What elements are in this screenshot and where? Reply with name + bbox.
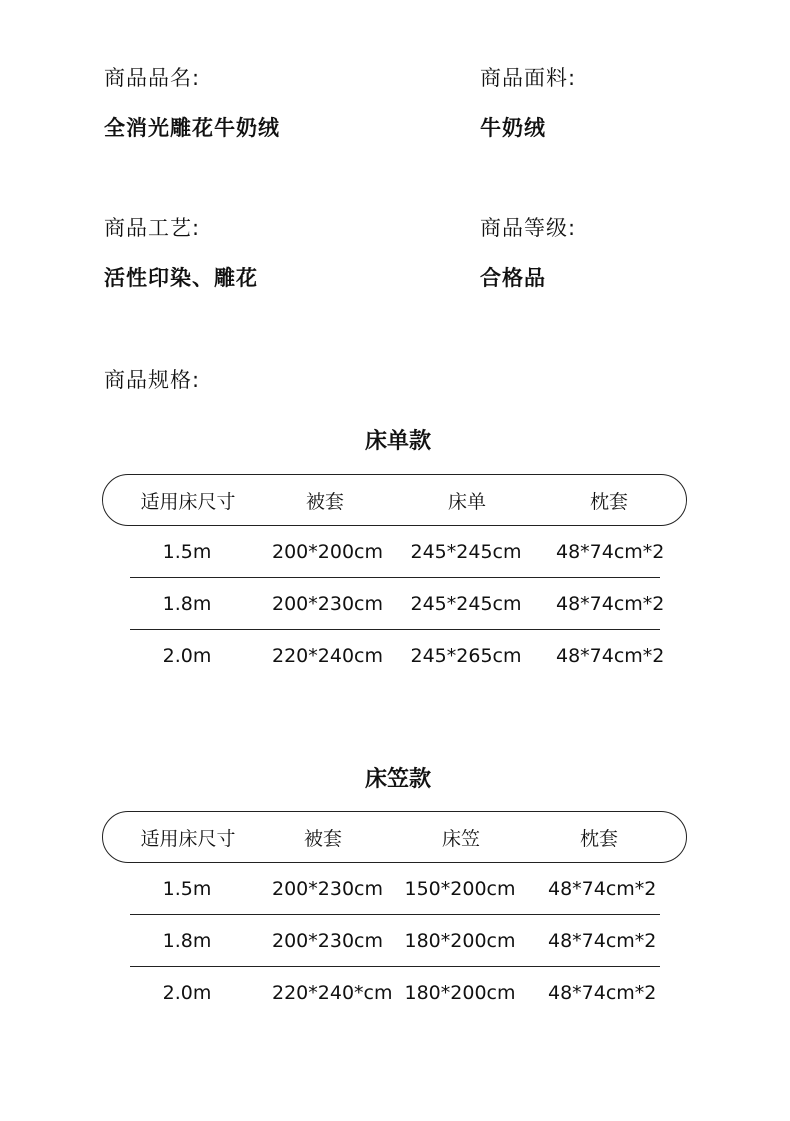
- cell-bed-size: 1.8m: [162, 929, 212, 952]
- cell-duvet-cover: 200*200cm: [272, 540, 383, 563]
- cell-bed-size: 2.0m: [162, 982, 212, 1004]
- cell-bed-size: 2.0m: [162, 645, 212, 667]
- cell-pillowcase: 48*74cm*2: [556, 645, 665, 667]
- fitted-table-header: [102, 811, 687, 863]
- grade-label: 商品等级:: [480, 216, 577, 240]
- product-name-label: 商品品名:: [104, 66, 201, 90]
- header-pillowcase: 枕套: [579, 827, 618, 850]
- header-bed-size: 适用床尺寸: [140, 490, 236, 513]
- cell-fitted-sheet: 150*200cm: [404, 877, 516, 900]
- grade-value: 合格品: [480, 266, 546, 290]
- cell-fitted-sheet: 180*200cm: [404, 982, 516, 1004]
- spec-block: [104, 364, 200, 394]
- cell-pillowcase: 48*74cm*2: [548, 877, 657, 900]
- cell-bed-size: 1.8m: [162, 592, 212, 615]
- sheet-table-title: 床单款: [364, 429, 431, 454]
- product-name-block: [104, 62, 280, 142]
- cell-duvet-cover: 200*230cm: [272, 592, 383, 615]
- fabric-value: 牛奶绒: [480, 116, 546, 140]
- header-pillowcase: 枕套: [589, 490, 628, 513]
- craft-value: 活性印染、雕花: [104, 266, 258, 290]
- cell-pillowcase: 48*74cm*2: [548, 982, 657, 1004]
- fabric-block: [480, 62, 576, 142]
- cell-sheet: 245*245cm: [410, 592, 522, 615]
- header-duvet-cover: 被套: [303, 827, 342, 850]
- cell-pillowcase: 48*74cm*2: [556, 540, 665, 563]
- header-duvet-cover: 被套: [305, 490, 344, 513]
- cell-sheet: 245*245cm: [410, 540, 522, 563]
- header-bed-size: 适用床尺寸: [140, 827, 236, 850]
- cell-pillowcase: 48*74cm*2: [556, 592, 665, 615]
- cell-bed-size: 1.5m: [162, 540, 212, 563]
- fabric-label: 商品面料:: [480, 66, 577, 90]
- header-sheet: 床单: [447, 490, 486, 513]
- header-fitted-sheet: 床笠: [441, 827, 480, 850]
- table-row: [130, 578, 665, 630]
- cell-duvet-cover: 220*240*cm: [272, 982, 393, 1004]
- cell-duvet-cover: 220*240cm: [272, 645, 383, 667]
- cell-duvet-cover: 200*230cm: [272, 929, 383, 952]
- cell-pillowcase: 48*74cm*2: [548, 929, 657, 952]
- fitted-size-table: [102, 811, 687, 1019]
- table-row: [130, 863, 660, 915]
- table-row: [130, 915, 660, 967]
- table-row: [130, 526, 665, 578]
- cell-bed-size: 1.5m: [162, 877, 212, 900]
- table-row: [130, 630, 665, 682]
- cell-sheet: 245*265cm: [410, 645, 522, 667]
- sheet-table-header: [102, 474, 687, 526]
- cell-fitted-sheet: 180*200cm: [404, 929, 516, 952]
- product-name-value: 全消光雕花牛奶绒: [104, 116, 280, 140]
- craft-block: [104, 212, 258, 292]
- cell-duvet-cover: 200*230cm: [272, 877, 383, 900]
- sheet-size-table: [102, 474, 687, 682]
- fitted-table-title: 床笠款: [364, 767, 431, 792]
- craft-label: 商品工艺:: [104, 216, 201, 240]
- spec-label: 商品规格:: [104, 368, 201, 392]
- grade-block: [480, 212, 576, 292]
- table-row: [130, 967, 660, 1019]
